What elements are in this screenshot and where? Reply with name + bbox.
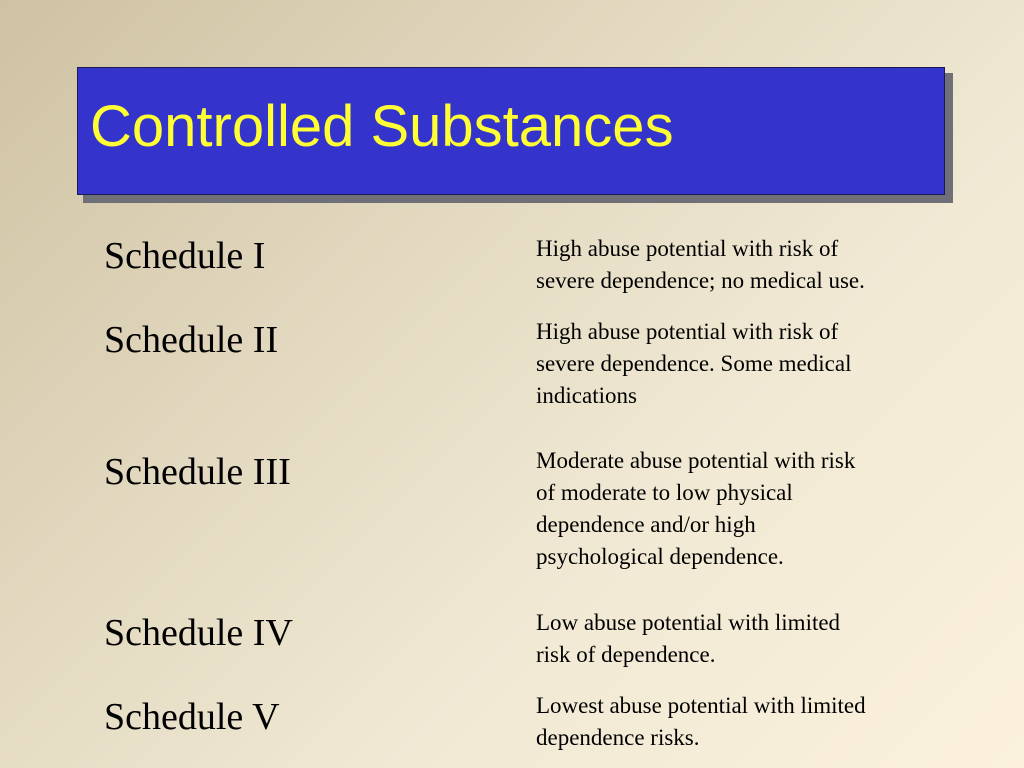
schedule-description (536, 316, 956, 412)
description-line: of moderate to low physical (536, 480, 793, 505)
description-line: psychological dependence. (536, 544, 784, 569)
schedule-label: Schedule I (104, 235, 266, 277)
description-line: severe dependence; no medical use. (536, 268, 865, 293)
description-line: indications (536, 383, 637, 408)
description-line: risk of dependence. (536, 642, 716, 667)
schedule-label: Schedule II (104, 319, 279, 361)
schedule-label: Schedule III (104, 451, 291, 493)
schedule-description (536, 690, 956, 754)
description-line: dependence risks. (536, 725, 700, 750)
schedule-label: Schedule IV (104, 612, 293, 654)
schedule-description (536, 233, 956, 297)
description-line: Moderate abuse potential with risk (536, 448, 856, 473)
description-line: severe dependence. Some medical (536, 351, 852, 376)
schedule-label: Schedule V (104, 696, 280, 738)
title-box (77, 67, 945, 195)
description-line: High abuse potential with risk of (536, 319, 839, 344)
description-line: dependence and/or high (536, 512, 756, 537)
schedule-description (536, 445, 956, 573)
description-line: Lowest abuse potential with limited (536, 693, 866, 718)
slide-title: Controlled Substances (90, 94, 674, 159)
description-line: Low abuse potential with limited (536, 610, 841, 635)
schedule-description (536, 607, 956, 671)
description-line: High abuse potential with risk of (536, 236, 839, 261)
